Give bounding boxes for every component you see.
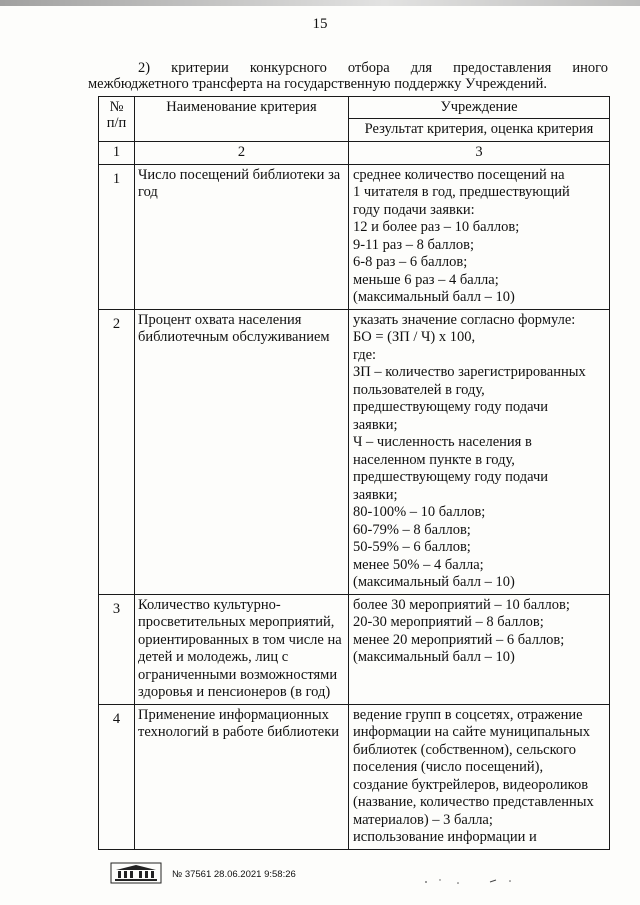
result-line: 9-11 раз – 8 баллов; [353, 236, 474, 253]
row-number: 3 [99, 594, 135, 704]
result-line: 1 читателя в год, предшествующий [353, 184, 570, 200]
result-line: 20-30 мероприятий – 8 баллов; [353, 614, 544, 630]
header-institution: Учреждение [349, 97, 610, 119]
criterion-result [349, 164, 610, 309]
intro-line-1: 2) критерии конкурсного отбора для предоставления иного [138, 60, 608, 76]
result-line: библиотек (собственном), сельского [353, 741, 576, 758]
criterion-name: Число посещений библиотеки за год [135, 164, 349, 309]
table-header-row [99, 97, 610, 119]
result-line: 60-79% – 8 баллов; [353, 521, 471, 538]
column-number: 2 [135, 142, 349, 165]
header-num: № п/п [99, 97, 135, 142]
result-line: (название, количество представленных [353, 794, 594, 810]
result-line: более 30 мероприятий – 10 баллов; [353, 596, 570, 613]
header-name: Наименование критерия [135, 97, 349, 142]
result-line: менее 20 мероприятий – 6 баллов; [353, 631, 565, 648]
government-building-logo-icon [110, 862, 162, 884]
column-number: 1 [99, 142, 135, 165]
table-row [99, 594, 610, 704]
footer-stamp [110, 854, 296, 884]
scan-noise [420, 876, 520, 888]
table-row [99, 704, 610, 849]
result-line: использование информации и [353, 829, 537, 845]
result-line: указать значение согласно формуле: [353, 311, 576, 328]
scan-edge [0, 0, 640, 6]
result-line: предшествующему году подачи [353, 469, 548, 485]
result-line: информации на сайте муниципальных [353, 724, 591, 740]
result-line: пользователей в году, [353, 381, 485, 398]
result-line: заявки; [353, 486, 398, 503]
result-line: 80-100% – 10 баллов; [353, 504, 486, 520]
result-line: среднее количество посещений на [353, 166, 565, 183]
result-line: (максимальный балл – 10) [353, 289, 515, 305]
result-line: 6-8 раз – 6 баллов; [353, 254, 468, 270]
row-number: 1 [99, 164, 135, 309]
criterion-name: Количество культурно-просветительных мероприятий, ориентированных в том числе на детей и молодежь, лиц с ограниченными возможностями здоровья и пенсионеров (в год) [135, 594, 349, 704]
result-line: 50-59% – 6 баллов; [353, 539, 471, 555]
result-line: заявки; [353, 416, 398, 433]
table-row [99, 309, 610, 594]
result-line: Ч – численность населения в [353, 434, 532, 450]
result-line: БО = (ЗП / Ч) х 100, [353, 329, 476, 345]
column-number-row [99, 142, 610, 165]
intro-line-2: межбюджетного трансферта на государственную поддержку Учреждений. [88, 76, 548, 92]
criterion-name: Применение информационных технологий в работе библиотеки [135, 704, 349, 849]
result-line: ведение групп в соцсетях, отражение [353, 706, 583, 723]
result-line: меньше 6 раз – 4 балла; [353, 271, 499, 288]
registration-number: № 37561 28.06.2021 9:58:26 [172, 869, 296, 880]
criterion-name: Процент охвата населения библиотечным обслуживанием [135, 309, 349, 594]
result-line: менее 50% – 4 балла; [353, 556, 484, 573]
result-line: (максимальный балл – 10) [353, 649, 515, 665]
result-line: где: [353, 346, 377, 363]
page-number: 15 [312, 16, 328, 32]
row-number: 2 [99, 309, 135, 594]
result-line: населенном пункте в году, [353, 451, 515, 468]
result-line: материалов) – 3 балла; [353, 811, 493, 828]
row-number: 4 [99, 704, 135, 849]
table-row [99, 164, 610, 309]
intro-paragraph [88, 60, 608, 92]
column-number: 3 [349, 142, 610, 165]
criteria-table [98, 96, 610, 850]
result-line: 12 и более раз – 10 баллов; [353, 219, 520, 235]
result-line: предшествующему году подачи [353, 399, 548, 415]
result-line: году подачи заявки: [353, 201, 475, 218]
criterion-result [349, 704, 610, 849]
result-line: ЗП – количество зарегистрированных [353, 364, 586, 380]
header-result: Результат критерия, оценка критерия [349, 119, 610, 142]
result-line: поселения (число посещений), [353, 759, 544, 775]
result-line: (максимальный балл – 10) [353, 574, 515, 590]
result-line: создание буктрейлеров, видеороликов [353, 776, 589, 793]
criterion-result [349, 594, 610, 704]
criterion-result [349, 309, 610, 594]
